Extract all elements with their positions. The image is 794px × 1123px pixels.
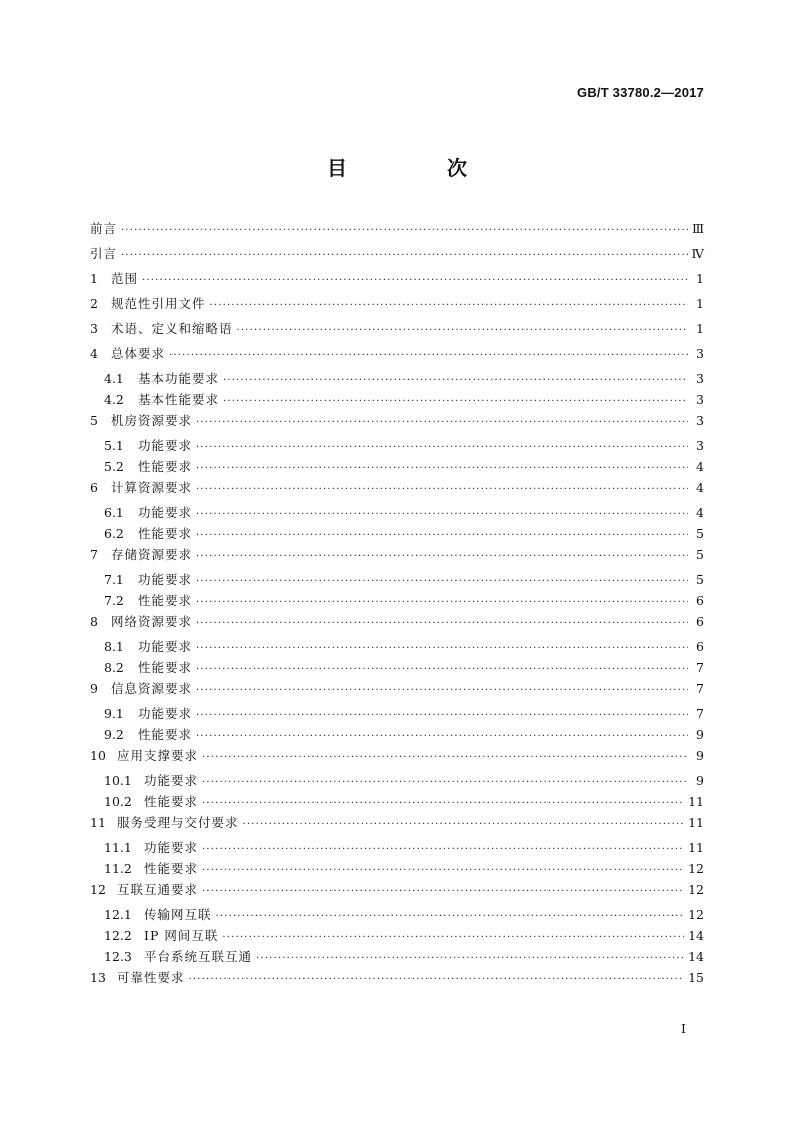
toc-entry-page: 4 — [696, 480, 704, 495]
toc-entry-title: 功能要求 — [138, 505, 193, 520]
dot-leader — [202, 840, 684, 860]
toc-entry-page: 4 — [696, 505, 704, 520]
toc-entry-title: 存储资源要求 — [111, 547, 193, 562]
toc-entry[interactable] — [90, 219, 704, 244]
toc-entry[interactable] — [90, 968, 704, 993]
toc-entry-page: 14 — [688, 928, 704, 943]
dot-leader — [216, 907, 685, 927]
toc-entry-title: 引言 — [90, 246, 118, 261]
toc-entry[interactable] — [90, 838, 704, 859]
toc-entry-page: 1 — [696, 296, 704, 311]
dot-leader — [243, 815, 685, 835]
toc-entry-number: 8.2 — [104, 660, 124, 675]
toc-entry-page: 3 — [696, 438, 704, 453]
toc-entry-title: 前言 — [90, 221, 118, 236]
toc-entry-page: 5 — [696, 572, 704, 587]
toc-entry-page: 1 — [696, 271, 704, 286]
toc-entry-number: 5 — [90, 413, 98, 428]
toc-entry-title: 功能要求 — [138, 572, 193, 587]
toc-entry-number: 7 — [90, 547, 98, 562]
dot-leader — [223, 371, 688, 391]
dot-leader — [196, 727, 688, 747]
toc-entry-title: 范围 — [111, 271, 139, 286]
toc-entry-page: 6 — [696, 614, 704, 629]
dot-leader — [237, 321, 688, 341]
toc-entry-number: 12.2 — [104, 928, 132, 943]
toc-entry-page: Ⅳ — [691, 246, 704, 261]
toc-entry-page: 1 — [696, 321, 704, 336]
toc-entry[interactable] — [90, 880, 704, 905]
toc-entry-title: 性能要求 — [138, 660, 193, 675]
toc-entry-number: 11.2 — [104, 861, 132, 876]
toc-entry-page: 5 — [696, 526, 704, 541]
toc-entry[interactable] — [90, 244, 704, 269]
standard-number: GB/T 33780.2—2017 — [577, 85, 704, 100]
toc-entry[interactable] — [90, 771, 704, 792]
toc-entry-page: 7 — [696, 660, 704, 675]
toc-entry-page: 11 — [688, 815, 704, 830]
toc-entry-title: 性能要求 — [138, 526, 193, 541]
toc-entry-page: 11 — [688, 794, 704, 809]
toc-entry[interactable] — [90, 319, 704, 344]
toc-entry-title: 性能要求 — [144, 794, 199, 809]
toc-entry-number: 1 — [90, 271, 98, 286]
toc-entry-page: 6 — [696, 639, 704, 654]
toc-entry-page: 12 — [688, 861, 704, 876]
toc-entry-page: 6 — [696, 593, 704, 608]
dot-leader — [202, 773, 688, 793]
toc-entry[interactable] — [90, 637, 704, 658]
dot-leader — [121, 246, 687, 266]
toc-entry-number: 10.1 — [104, 773, 132, 788]
toc-entry[interactable] — [90, 926, 704, 947]
toc-entry-number: 12.3 — [104, 949, 132, 964]
toc-entry-number: 7.2 — [104, 593, 124, 608]
dot-leader — [196, 438, 688, 458]
toc-entry[interactable] — [90, 658, 704, 679]
dot-leader — [196, 547, 688, 567]
toc-entry-title: 计算资源要求 — [111, 480, 193, 495]
toc-entry-page: 7 — [696, 681, 704, 696]
toc-entry[interactable] — [90, 436, 704, 457]
toc-entry-number: 6.2 — [104, 526, 124, 541]
toc-entry-page: 12 — [688, 882, 704, 897]
toc-entry-number: 3 — [90, 321, 98, 336]
toc-entry-number: 7.1 — [104, 572, 124, 587]
toc-entry-page: 4 — [696, 459, 704, 474]
toc-entry-number: 8 — [90, 614, 98, 629]
toc-entry-number: 4 — [90, 346, 98, 361]
toc-entry-number: 11.1 — [104, 840, 132, 855]
toc-entry[interactable] — [90, 411, 704, 436]
dot-leader — [222, 928, 684, 948]
dot-leader — [196, 572, 688, 592]
toc-entry-number: 4.1 — [104, 371, 124, 386]
toc-entry-page: 3 — [696, 371, 704, 386]
dot-leader — [202, 748, 688, 768]
toc-entry-title: 性能要求 — [138, 727, 193, 742]
toc-entry-page: 5 — [696, 547, 704, 562]
toc-entry-title: 应用支撑要求 — [117, 748, 199, 763]
dot-leader — [169, 346, 688, 366]
toc-entry[interactable] — [90, 813, 704, 838]
toc-entry[interactable] — [90, 947, 704, 968]
toc-entry-title: 互联互通要求 — [117, 882, 199, 897]
toc-entry-title: 功能要求 — [138, 706, 193, 721]
toc-entry[interactable] — [90, 524, 704, 545]
toc-entry-title: IP 网间互联 — [144, 928, 219, 943]
toc-entry-title: 功能要求 — [138, 639, 193, 654]
toc-entry-number: 9.1 — [104, 706, 124, 721]
dot-leader — [189, 970, 685, 990]
dot-leader — [196, 505, 688, 525]
toc-entry-number: 12.1 — [104, 907, 132, 922]
toc-entry-number: 10.2 — [104, 794, 132, 809]
toc-entry-title: 信息资源要求 — [111, 681, 193, 696]
toc-entry-page: 12 — [688, 907, 704, 922]
toc-entry[interactable] — [90, 612, 704, 637]
toc-entry-page: 15 — [688, 970, 704, 985]
dot-leader — [202, 882, 684, 902]
toc-entry-number: 6 — [90, 480, 98, 495]
toc-entry[interactable] — [90, 269, 704, 294]
toc-entry-number: 8.1 — [104, 639, 124, 654]
table-of-contents — [90, 219, 704, 993]
toc-entry[interactable] — [90, 570, 704, 591]
toc-entry[interactable] — [90, 679, 704, 704]
toc-entry-page: 9 — [696, 727, 704, 742]
toc-entry-number: 2 — [90, 296, 98, 311]
toc-entry-title: 功能要求 — [144, 840, 199, 855]
dot-leader — [202, 794, 684, 814]
toc-entry-title: 基本功能要求 — [138, 371, 220, 386]
toc-entry-title: 可靠性要求 — [117, 970, 185, 985]
toc-entry-title: 术语、定义和缩略语 — [111, 321, 233, 336]
toc-entry-title: 性能要求 — [138, 459, 193, 474]
dot-leader — [196, 480, 688, 500]
toc-entry-title: 基本性能要求 — [138, 392, 220, 407]
toc-entry-page: 3 — [696, 346, 704, 361]
toc-entry[interactable] — [90, 792, 704, 813]
dot-leader — [196, 593, 688, 613]
dot-leader — [202, 861, 684, 881]
dot-leader — [256, 949, 684, 969]
toc-entry-page: 3 — [696, 392, 704, 407]
toc-entry-title: 网络资源要求 — [111, 614, 193, 629]
toc-entry[interactable] — [90, 905, 704, 926]
toc-entry-page: 11 — [688, 840, 704, 855]
toc-entry-title: 机房资源要求 — [111, 413, 193, 428]
toc-entry-number: 10 — [90, 748, 106, 763]
toc-entry[interactable] — [90, 294, 704, 319]
dot-leader — [196, 614, 688, 634]
toc-entry[interactable] — [90, 369, 704, 390]
dot-leader — [121, 221, 688, 241]
dot-leader — [196, 660, 688, 680]
dot-leader — [196, 526, 688, 546]
dot-leader — [223, 392, 688, 412]
dot-leader — [142, 271, 688, 291]
toc-entry-number: 5.2 — [104, 459, 124, 474]
toc-entry-page: 14 — [688, 949, 704, 964]
toc-entry-title: 规范性引用文件 — [111, 296, 206, 311]
toc-entry-page: 9 — [696, 748, 704, 763]
toc-title: 目 次 — [327, 156, 507, 180]
toc-entry-title: 总体要求 — [111, 346, 166, 361]
toc-entry-page: Ⅲ — [691, 221, 704, 236]
toc-entry-page: 3 — [696, 413, 704, 428]
toc-entry[interactable] — [90, 859, 704, 880]
toc-entry-number: 6.1 — [104, 505, 124, 520]
toc-entry[interactable] — [90, 704, 704, 725]
toc-entry[interactable] — [90, 545, 704, 570]
toc-entry[interactable] — [90, 503, 704, 524]
toc-entry[interactable] — [90, 344, 704, 369]
toc-entry-number: 9.2 — [104, 727, 124, 742]
toc-entry-page: 7 — [696, 706, 704, 721]
dot-leader — [196, 413, 688, 433]
toc-entry-title: 性能要求 — [138, 593, 193, 608]
toc-entry-title: 传输网互联 — [144, 907, 212, 922]
toc-entry-number: 12 — [90, 882, 106, 897]
toc-entry-title: 性能要求 — [144, 861, 199, 876]
toc-entry-number: 9 — [90, 681, 98, 696]
toc-entry-number: 5.1 — [104, 438, 124, 453]
toc-entry[interactable] — [90, 746, 704, 771]
toc-entry[interactable] — [90, 591, 704, 612]
toc-entry-title: 平台系统互联互通 — [144, 949, 253, 964]
page-number: Ⅰ — [681, 1021, 686, 1036]
toc-entry-number: 13 — [90, 970, 106, 985]
toc-entry-page: 9 — [696, 773, 704, 788]
toc-entry-number: 11 — [90, 815, 106, 830]
toc-entry-title: 功能要求 — [144, 773, 199, 788]
dot-leader — [196, 459, 688, 479]
toc-entry[interactable] — [90, 390, 704, 411]
dot-leader — [210, 296, 688, 316]
toc-entry[interactable] — [90, 725, 704, 746]
dot-leader — [196, 681, 688, 701]
toc-entry-title: 服务受理与交付要求 — [117, 815, 239, 830]
dot-leader — [196, 639, 688, 659]
toc-entry[interactable] — [90, 478, 704, 503]
toc-entry-title: 功能要求 — [138, 438, 193, 453]
dot-leader — [196, 706, 688, 726]
toc-entry[interactable] — [90, 457, 704, 478]
toc-entry-number: 4.2 — [104, 392, 124, 407]
